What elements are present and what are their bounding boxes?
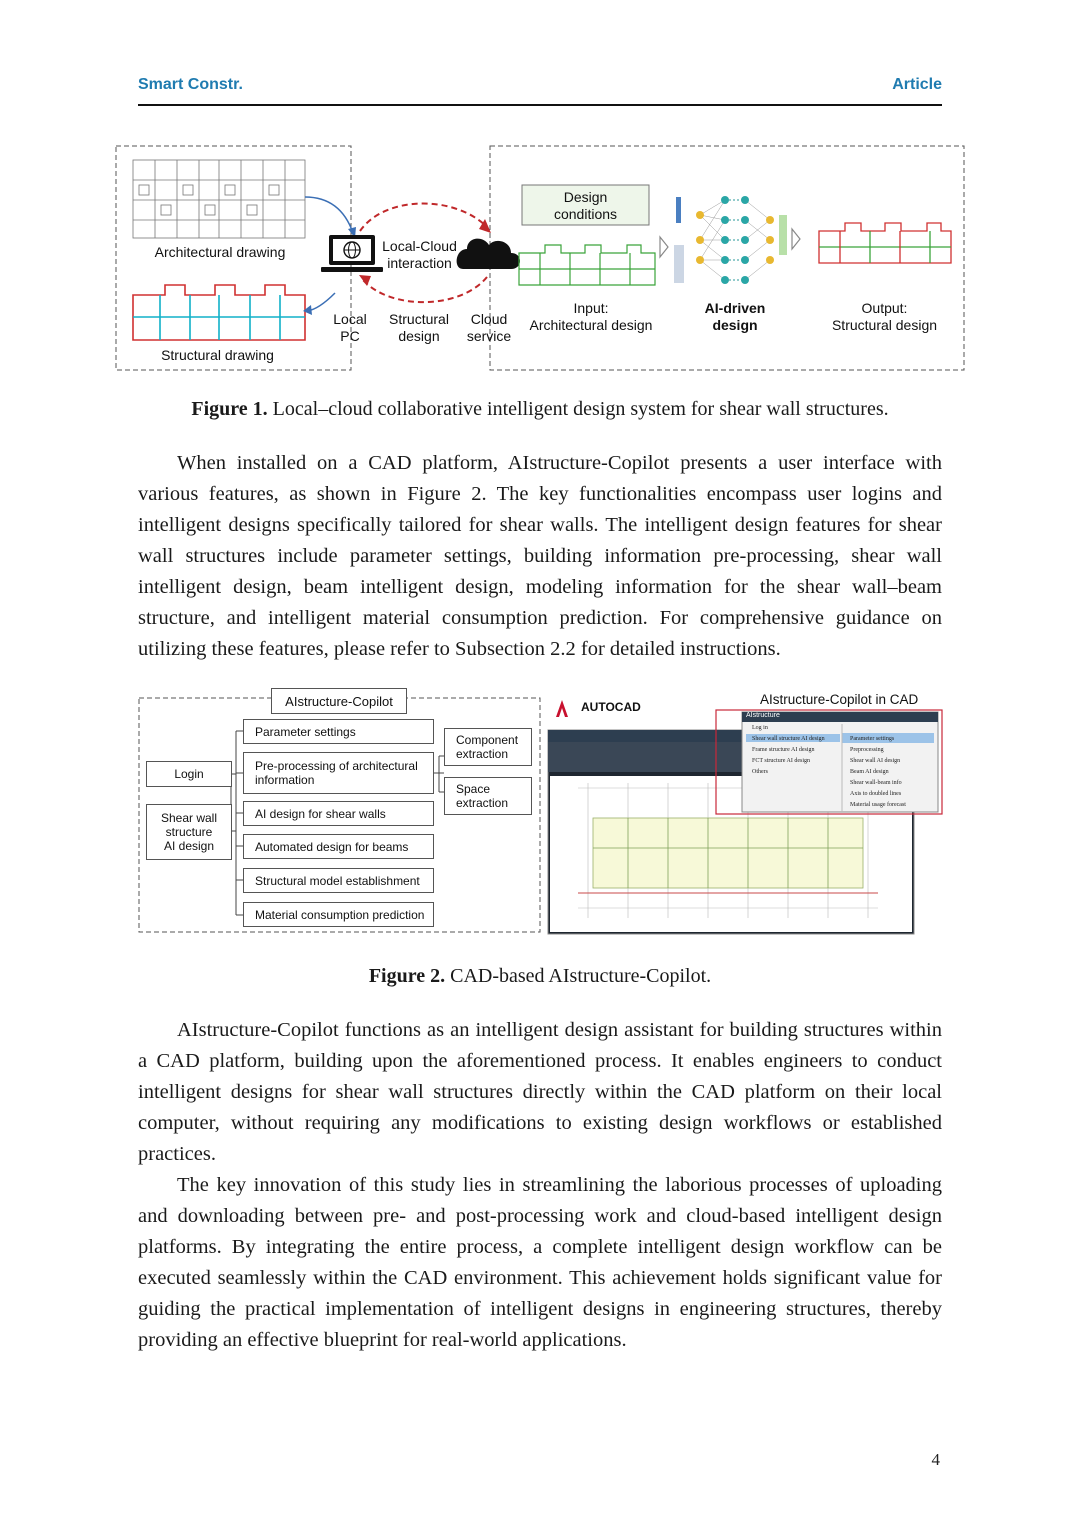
local-pc-label: Local PC [333,311,367,344]
autocad-label: AUTOCAD [581,700,641,714]
structural-drawing-label: Structural drawing [161,347,274,363]
paragraph-2: AIstructure-Copilot functions as an intelligent design assistant for building structures within a CAD platform, building upon the aforementioned process. It enables engineers to conduct intelligent designs for shear wall structures directly within the CAD platform on their local computer, without requiring any modifications to existing design workflows or established practices. [138,1019,942,1165]
header-rule [138,104,942,106]
autocad-logo-icon [556,700,568,717]
menu-title: AIstructure [746,712,780,719]
submenu-item[interactable]: Parameter settings [850,736,895,742]
submenu-item[interactable]: Material usage forecast [850,802,906,808]
structural-design-label: Structural design [389,311,449,344]
submenu-item[interactable]: Shear wall-beam info [850,780,902,786]
input-label: Input: Architectural design [529,300,653,333]
journal-name: Smart Constr. [138,76,243,93]
architectural-drawing-label: Architectural drawing [154,244,286,260]
figure-2-caption: Figure 2. CAD-based AIstructure-Copilot. [368,965,712,987]
figure-1-caption: Figure 1. Local–cloud collaborative intelligent design system for shear wall structures. [191,398,889,420]
menu-item[interactable]: Shear wall structure AI design [752,736,825,742]
design-conditions-label: Design conditions [553,189,618,222]
menu-main-list [752,723,825,778]
cad-title: AIstructure-Copilot in CAD [760,692,919,707]
component-extraction-box: Component extraction [444,728,532,766]
item-beams: Automated design for beams [243,834,434,859]
submenu-item[interactable]: Beam AI design [850,769,889,775]
menu-item[interactable]: Others [752,769,768,775]
page-number: 4 [931,1450,940,1469]
neural-network-icon [674,196,787,284]
figure-2 [138,688,944,936]
output-label: Output: Structural design [831,300,938,333]
item-preprocessing: Pre-processing of architectural information [243,752,434,794]
laptop-icon [321,235,383,272]
submenu-item[interactable]: Preprocessing [850,747,884,753]
figure-1 [115,145,965,373]
login-box: Login [146,761,232,787]
input-plan-image [519,245,655,285]
local-cloud-label: Local-Cloud interaction [382,238,457,271]
shear-wall-ai-box: Shear wall structure AI design [146,804,232,860]
menu-sub-list [850,734,906,811]
item-parameter-settings: Parameter settings [243,719,434,744]
cloud-icon [457,239,520,269]
submenu-item[interactable]: Shear wall AI design [850,758,901,764]
item-ai-shear-walls: AI design for shear walls [243,801,434,826]
menu-item[interactable]: FCT structure AI design [752,758,811,764]
paragraph-1: When installed on a CAD platform, AIstructure-Copilot presents a user interface with various features, as shown in Figure 2. The key functionalities encompass user logins and intelligent designs specifically tailored for shear walls. The intelligent design features for shear wall structures include parameter settings, building information pre-processing, shear wall intelligent design, beam intelligent design, modeling information for the shear wall–beam structure, and intelligent material consumption prediction. For comprehensive guidance on utilizing these features, please refer to Subsection 2.2 for detailed instructions. [138,452,942,660]
menu-item[interactable]: Frame structure AI design [752,747,815,753]
ai-driven-label: AI-driven design [704,300,766,333]
article-type: Article [892,76,942,93]
output-plan-image [819,223,951,263]
submenu-item[interactable]: Axis to doubled lines [850,791,902,797]
structural-drawing-image [133,285,305,340]
copilot-root-box: AIstructure-Copilot [271,688,407,714]
menu-item[interactable]: Log in [752,725,768,731]
cloud-service-label: Cloud service [466,311,512,344]
architectural-drawing-image [133,160,305,238]
item-structural-model: Structural model establishment [243,868,434,893]
item-material-prediction: Material consumption prediction [243,902,434,927]
paragraph-3: The key innovation of this study lies in streamlining the laborious processes of uploading and downloading between pre- and post-processing work and cloud-based intelligent design platforms. By integrating the entire process, a complete intelligent design workflow can be executed seamlessly within the CAD environment. This achievement holds significant value for guiding the practical implementation of intelligent designs in engineering structures, thereby providing an effective blueprint for real-world applications. [138,1174,942,1351]
space-extraction-box: Space extraction [444,777,532,815]
